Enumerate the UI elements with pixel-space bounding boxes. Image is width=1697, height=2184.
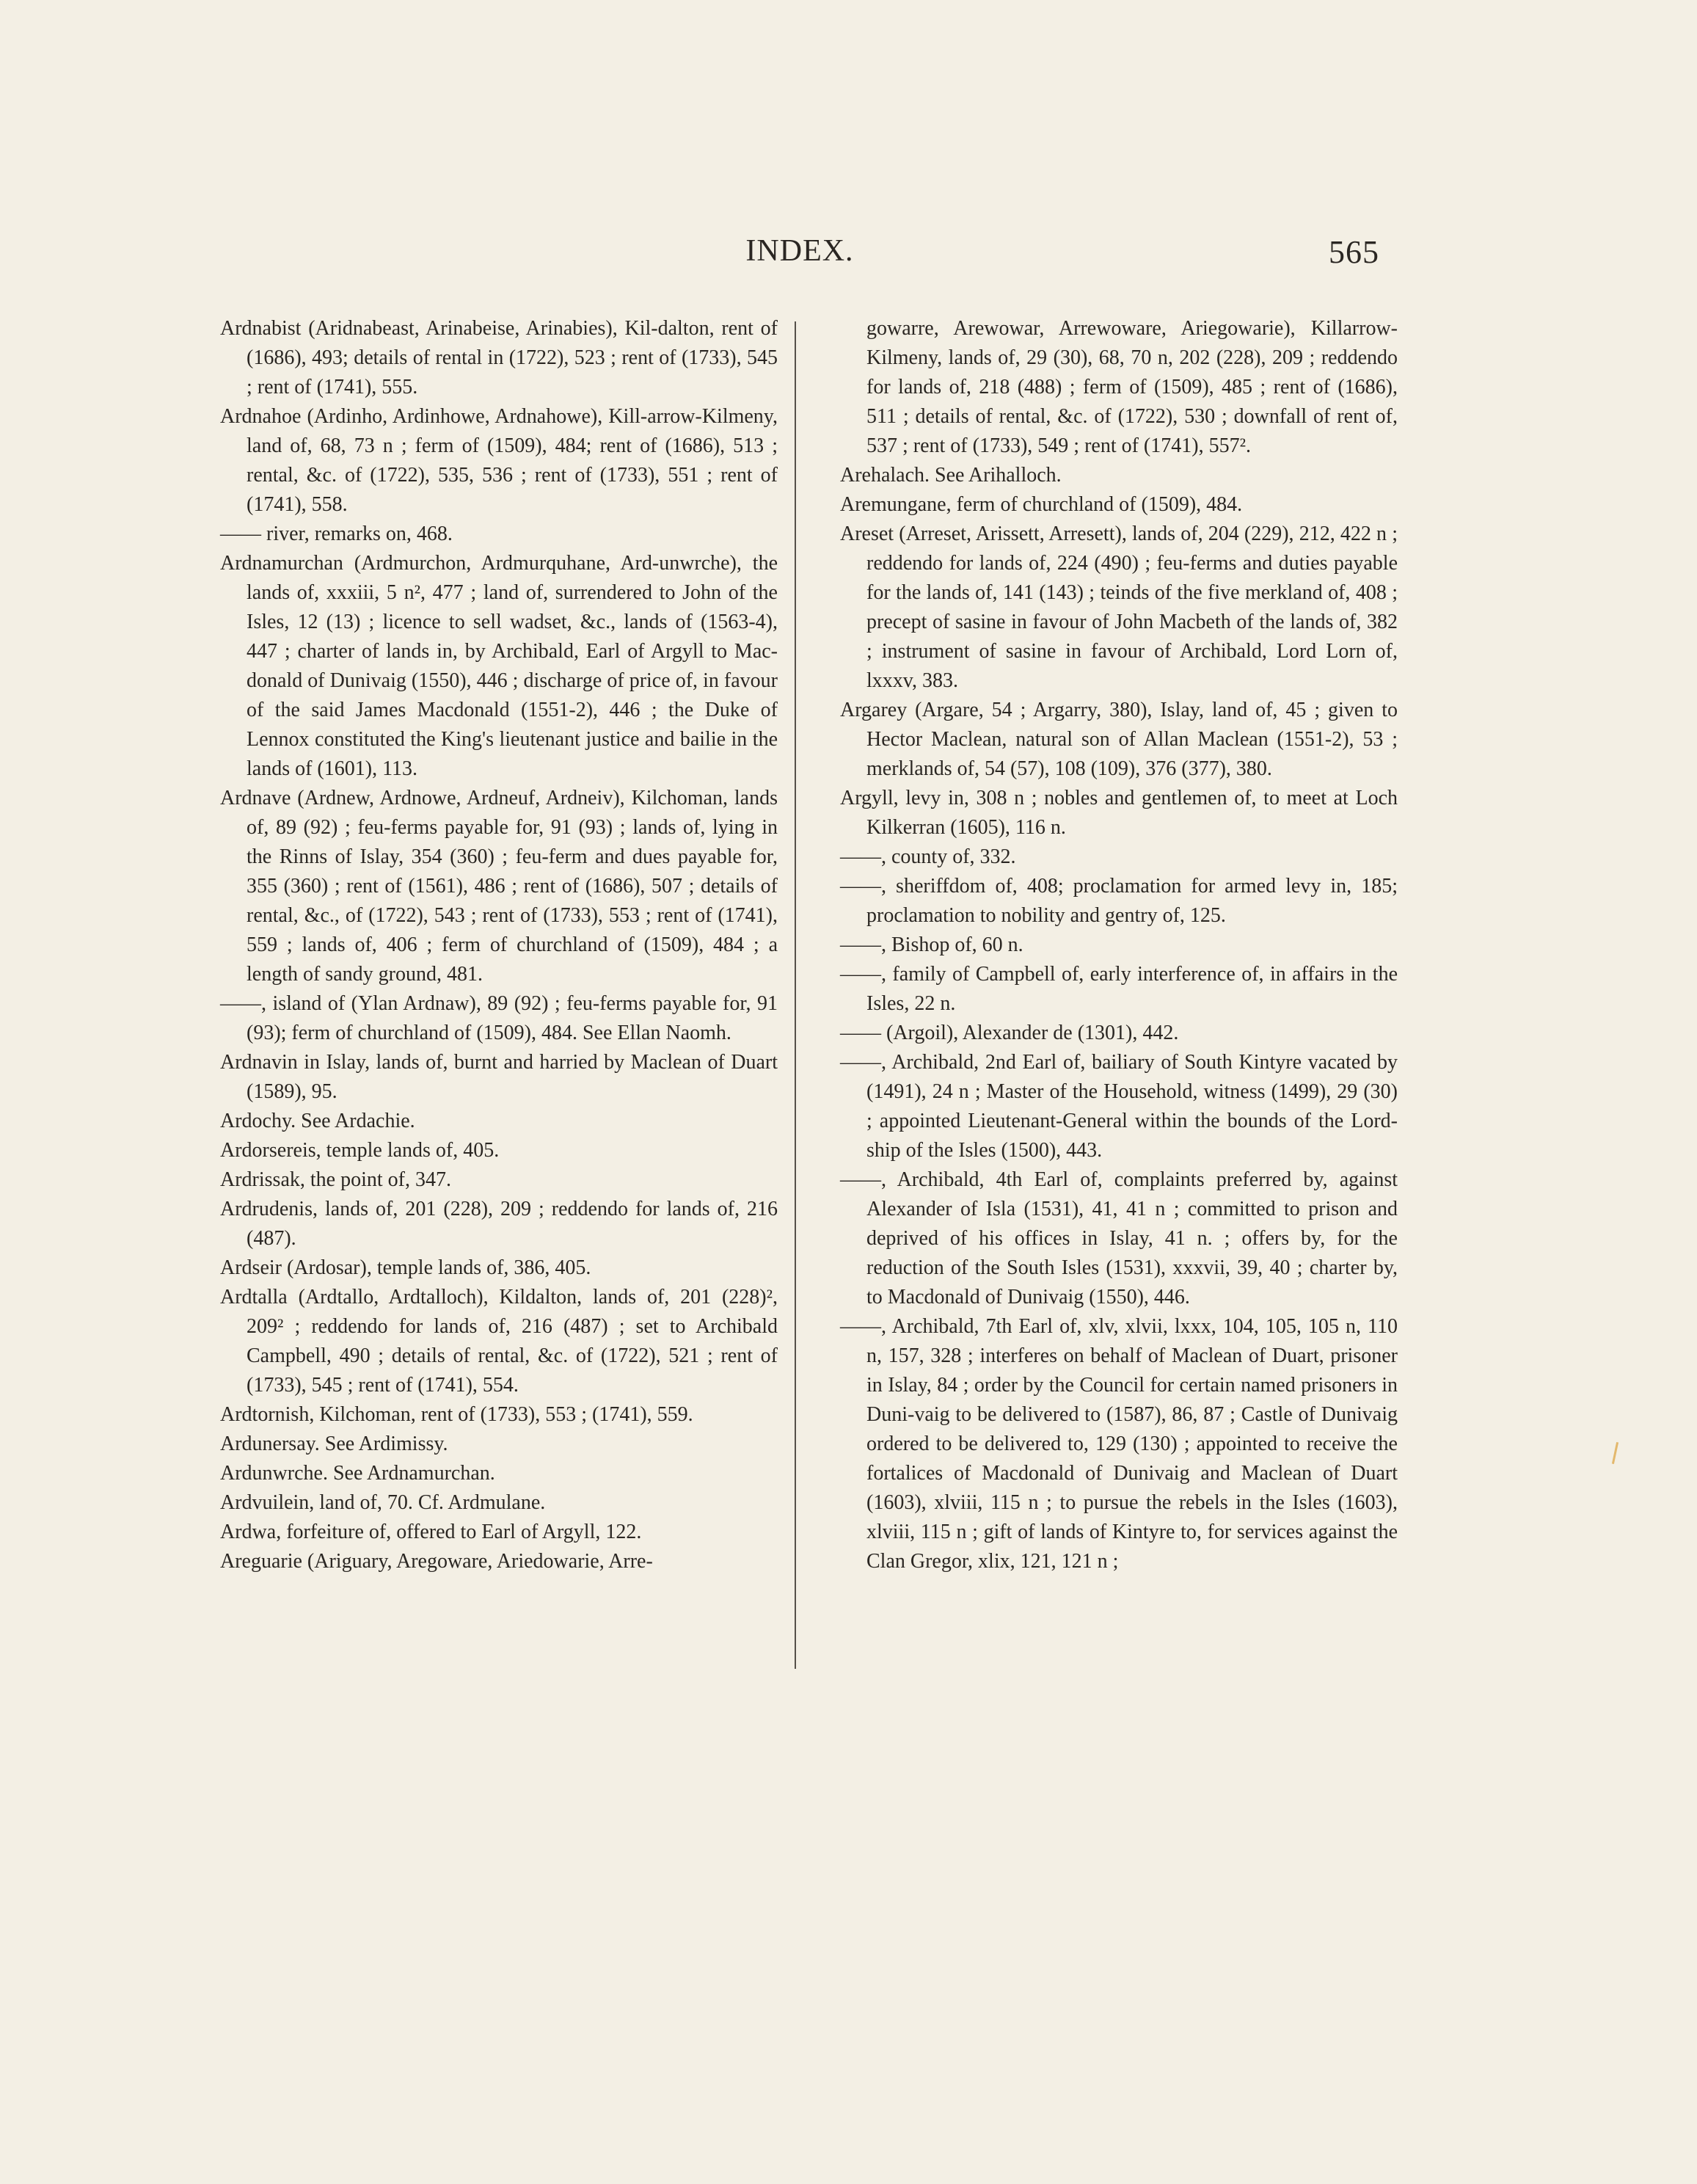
- index-entry: gowarre, Arewowar, Arrewoware, Ariegowarie), Killarrow-Kilmeny, lands of, 29 (30), 68, 70 n, 202 (228), 209 ; reddendo for lands of, 218 (488) ; ferm of (1509), 485 ; rent of (1686), 511 ; details of rental, &c. of (1722), 530 ; downfall of rent of, 537 ; rent of (1733), 549 ; rent of (1741), 557².: [866, 317, 1398, 457]
- page-number: 565: [1329, 234, 1379, 270]
- index-column-left: [220, 314, 778, 1576]
- index-entry: Areset (Arreset, Arissett, Arresett), lands of, 204 (229), 212, 422 n ; reddendo for lands of, 224 (490) ; feu-ferms and duties payable for the lands of, 141 (143) ; teinds of the five merkland of, 408 ; precept of sasine in favour of John Macbeth of the lands of, 382 ; instrument of sasine in favour of Archibald, Lord Lorn of, lxxxv, 383.: [840, 523, 1398, 692]
- index-entry: Arehalach. See Arihalloch.: [840, 464, 1062, 487]
- page-header: [220, 233, 1379, 277]
- index-entry: —— river, remarks on, 468.: [220, 523, 453, 545]
- index-entry: Ardtornish, Kilchoman, rent of (1733), 553 ; (1741), 559.: [220, 1403, 693, 1426]
- index-entry: Argarey (Argare, 54 ; Argarry, 380), Islay, land of, 45 ; given to Hector Maclean, natural son of Allan Maclean (1551-2), 53 ; merklands of, 54 (57), 108 (109), 376 (377), 380.: [840, 699, 1398, 780]
- running-title: INDEX.: [745, 234, 854, 268]
- index-entry: Ardunersay. See Ardimissy.: [220, 1433, 448, 1455]
- index-entry: Ardnave (Ardnew, Ardnowe, Ardneuf, Ardneiv), Kilchoman, lands of, 89 (92) ; feu-ferms payable for, 91 (93) ; lands of, lying in the Rinns of Islay, 354 (360) ; feu-ferm and dues payable for, 355 (360) ; rent of (1561), 486 ; rent of (1686), 507 ; details of rental, &c., of (1722), 543 ; rent of (1733), 553 ; rent of (1741), 559 ; lands of, 406 ; ferm of churchland of (1509), 484 ; a length of sandy ground, 481.: [220, 787, 778, 986]
- index-entry: Ardwa, forfeiture of, offered to Earl of Argyll, 122.: [220, 1521, 642, 1543]
- index-entry: ——, Archibald, 7th Earl of, xlv, xlvii, lxxx, 104, 105, 105 n, 110 n, 157, 328 ; interferes on behalf of Maclean of Duart, prisoner in Islay, 84 ; order by the Council for certain named prisoners in Duni-vaig to be delivered to (1587), 86, 87 ; Castle of Dunivaig ordered to be delivered to, 129 (130) ; appointed to receive the fortalices of Macdonald of Dunivaig and Maclean of Duart (1603), xlviii, 115 n ; to pursue the rebels in the Isles (1603), xlviii, 115 n ; gift of lands of Kintyre to, for services against the Clan Gregor, xlix, 121, 121 n ;: [840, 1315, 1398, 1573]
- index-entry: Argyll, levy in, 308 n ; nobles and gentlemen of, to meet at Loch Kilkerran (1605), 116 n.: [840, 787, 1398, 839]
- index-entry: ——, Bishop of, 60 n.: [840, 933, 1023, 956]
- index-entry: —— (Argoil), Alexander de (1301), 442.: [840, 1022, 1179, 1044]
- index-entry: Ardochy. See Ardachie.: [220, 1110, 415, 1132]
- index-entry: ——, family of Campbell of, early interference of, in affairs in the Isles, 22 n.: [840, 963, 1398, 1015]
- index-entry: ——, island of (Ylan Ardnaw), 89 (92) ; feu-ferms payable for, 91 (93); ferm of churchland of (1509), 484. See Ellan Naomh.: [220, 992, 778, 1044]
- index-column-right: [840, 314, 1398, 1576]
- index-entry: ——, county of, 332.: [840, 845, 1016, 868]
- index-entry: ——, Archibald, 2nd Earl of, bailiary of South Kintyre vacated by (1491), 24 n ; Master of the Household, witness (1499), 29 (30) ; appointed Lieutenant-General within the bounds of the Lord-ship of the Isles (1500), 443.: [840, 1051, 1398, 1162]
- index-entry: Ardrissak, the point of, 347.: [220, 1168, 451, 1191]
- paper-speck: [1612, 1442, 1618, 1464]
- index-entry: ——, Archibald, 4th Earl of, complaints preferred by, against Alexander of Isla (1531), 41, 41 n ; committed to prison and deprived of his offices in Islay, 41 n. ; offers by, for the reduction of the South Isles (1531), xxxvii, 39, 40 ; charter by, to Macdonald of Dunivaig (1550), 446.: [840, 1168, 1398, 1308]
- column-divider: [795, 321, 796, 1669]
- index-entry: Ardunwrche. See Ardnamurchan.: [220, 1462, 495, 1485]
- index-entry: Ardnavin in Islay, lands of, burnt and harried by Maclean of Duart (1589), 95.: [220, 1051, 778, 1103]
- index-entry: Aremungane, ferm of churchland of (1509), 484.: [840, 493, 1243, 516]
- index-entry: Ardnabist (Aridnabeast, Arinabeise, Arinabies), Kil-dalton, rent of (1686), 493; details of rental in (1722), 523 ; rent of (1733), 545 ; rent of (1741), 555.: [220, 317, 778, 398]
- index-entry: Ardtalla (Ardtallo, Ardtalloch), Kildalton, lands of, 201 (228)², 209² ; reddendo for lands of, 216 (487) ; set to Archibald Campbell, 490 ; details of rental, &c. of (1722), 521 ; rent of (1733), 545 ; rent of (1741), 554.: [220, 1286, 778, 1397]
- index-entry: Ardvuilein, land of, 70. Cf. Ardmulane.: [220, 1491, 546, 1514]
- index-entry: ——, sheriffdom of, 408; proclamation for armed levy in, 185; proclamation to nobility and gentry of, 125.: [840, 875, 1398, 927]
- index-entry: Ardorsereis, temple lands of, 405.: [220, 1139, 500, 1162]
- index-entry: Areguarie (Ariguary, Aregoware, Ariedowarie, Arre-: [220, 1550, 653, 1573]
- index-entry: Ardseir (Ardosar), temple lands of, 386, 405.: [220, 1256, 591, 1279]
- index-entry: Ardrudenis, lands of, 201 (228), 209 ; reddendo for lands of, 216 (487).: [220, 1198, 778, 1250]
- index-entry: Ardnahoe (Ardinho, Ardinhowe, Ardnahowe), Kill-arrow-Kilmeny, land of, 68, 73 n ; ferm of (1509), 484; rent of (1686), 513 ; rental, &c. of (1722), 535, 536 ; rent of (1733), 551 ; rent of (1741), 558.: [220, 405, 778, 516]
- index-entry: Ardnamurchan (Ardmurchon, Ardmurquhane, Ard-unwrche), the lands of, xxxiii, 5 n², 477 ; land of, surrendered to John of the Isles, 12 (13) ; licence to sell wadset, &c., lands of (1563-4), 447 ; charter of lands in, by Archibald, Earl of Argyll to Mac-donald of Dunivaig (1550), 446 ; discharge of price of, in favour of the said James Macdonald (1551-2), 446 ; the Duke of Lennox constituted the King's lieutenant justice and bailie in the lands of (1601), 113.: [220, 552, 778, 780]
